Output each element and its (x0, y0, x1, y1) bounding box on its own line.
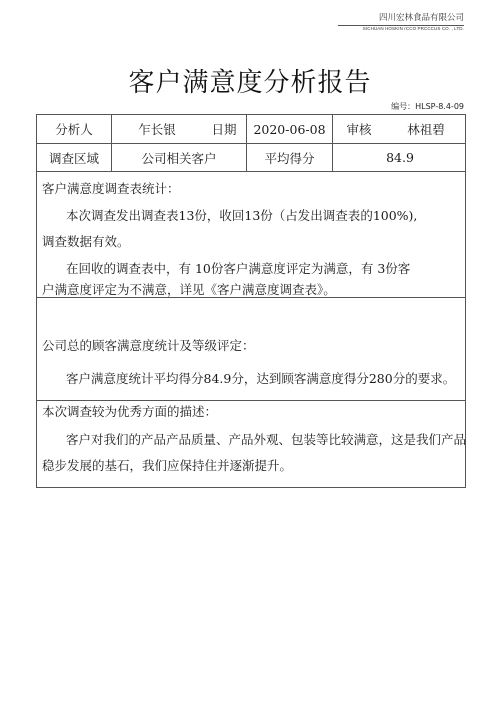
section-strengths (37, 401, 465, 489)
strengths-heading: 本次调查较为优秀方面的描述： (42, 404, 218, 419)
info-row-analyst (37, 115, 465, 144)
avg-score-label: 平均得分 (247, 144, 333, 171)
date-value: 2020-06-08 (247, 115, 333, 143)
survey-stats-heading: 客户满意度调查表统计： (42, 181, 180, 196)
survey-stats-para1-line1: 本次调查发出调查表13份，收回13份（占发出调查表的100%), (66, 208, 418, 223)
review-label: 审核 (346, 122, 372, 137)
document-number: 编号：HLSP-8.4-09 (391, 102, 464, 111)
survey-stats-para1-line2: 调查数据有效。 (42, 234, 130, 249)
area-value: 公司相关客户 (112, 144, 247, 171)
report-form (36, 114, 466, 488)
section-survey-stats (37, 172, 465, 298)
strengths-line1: 客户对我们的产品产品质量、产品外观、包装等比较满意，这是我们产品 (66, 432, 467, 447)
survey-stats-para2-line2: 户满意度评定为不满意，详见《客户满意度调查表》。 (42, 282, 336, 297)
overall-eval-heading: 公司总的顾客满意度统计及等级评定： (42, 338, 255, 353)
section-overall-evaluation (37, 298, 465, 401)
company-name-en: SICHUAN HOSKIN rCCO PRCCCUS CO. , LTD. (362, 26, 464, 31)
area-label: 调查区域 (37, 144, 112, 171)
strengths-line2: 稳步发展的基石，我们应保持住并逐渐提升。 (42, 458, 293, 473)
company-header (338, 11, 464, 31)
date-label: 日期 (202, 115, 247, 143)
overall-eval-para: 客户满意度统计平均得分84.9分，达到顾客满意度得分280分的要求。 (66, 371, 456, 386)
analyst-label: 分析人 (37, 115, 112, 143)
company-name-cn: 四川宏林食品有限公司 (378, 13, 464, 23)
report-title: 客户满意度分析报告 (128, 68, 372, 98)
survey-stats-para2-line1: 在回收的调查表中，有 10份客户满意度评定为满意，有 3份客 (66, 261, 411, 276)
review-value: 林祖碧 (407, 122, 445, 137)
info-row-area (37, 144, 465, 172)
avg-score-value: 84.9 (386, 150, 414, 165)
analyst-value: 乍长银 (138, 122, 176, 137)
